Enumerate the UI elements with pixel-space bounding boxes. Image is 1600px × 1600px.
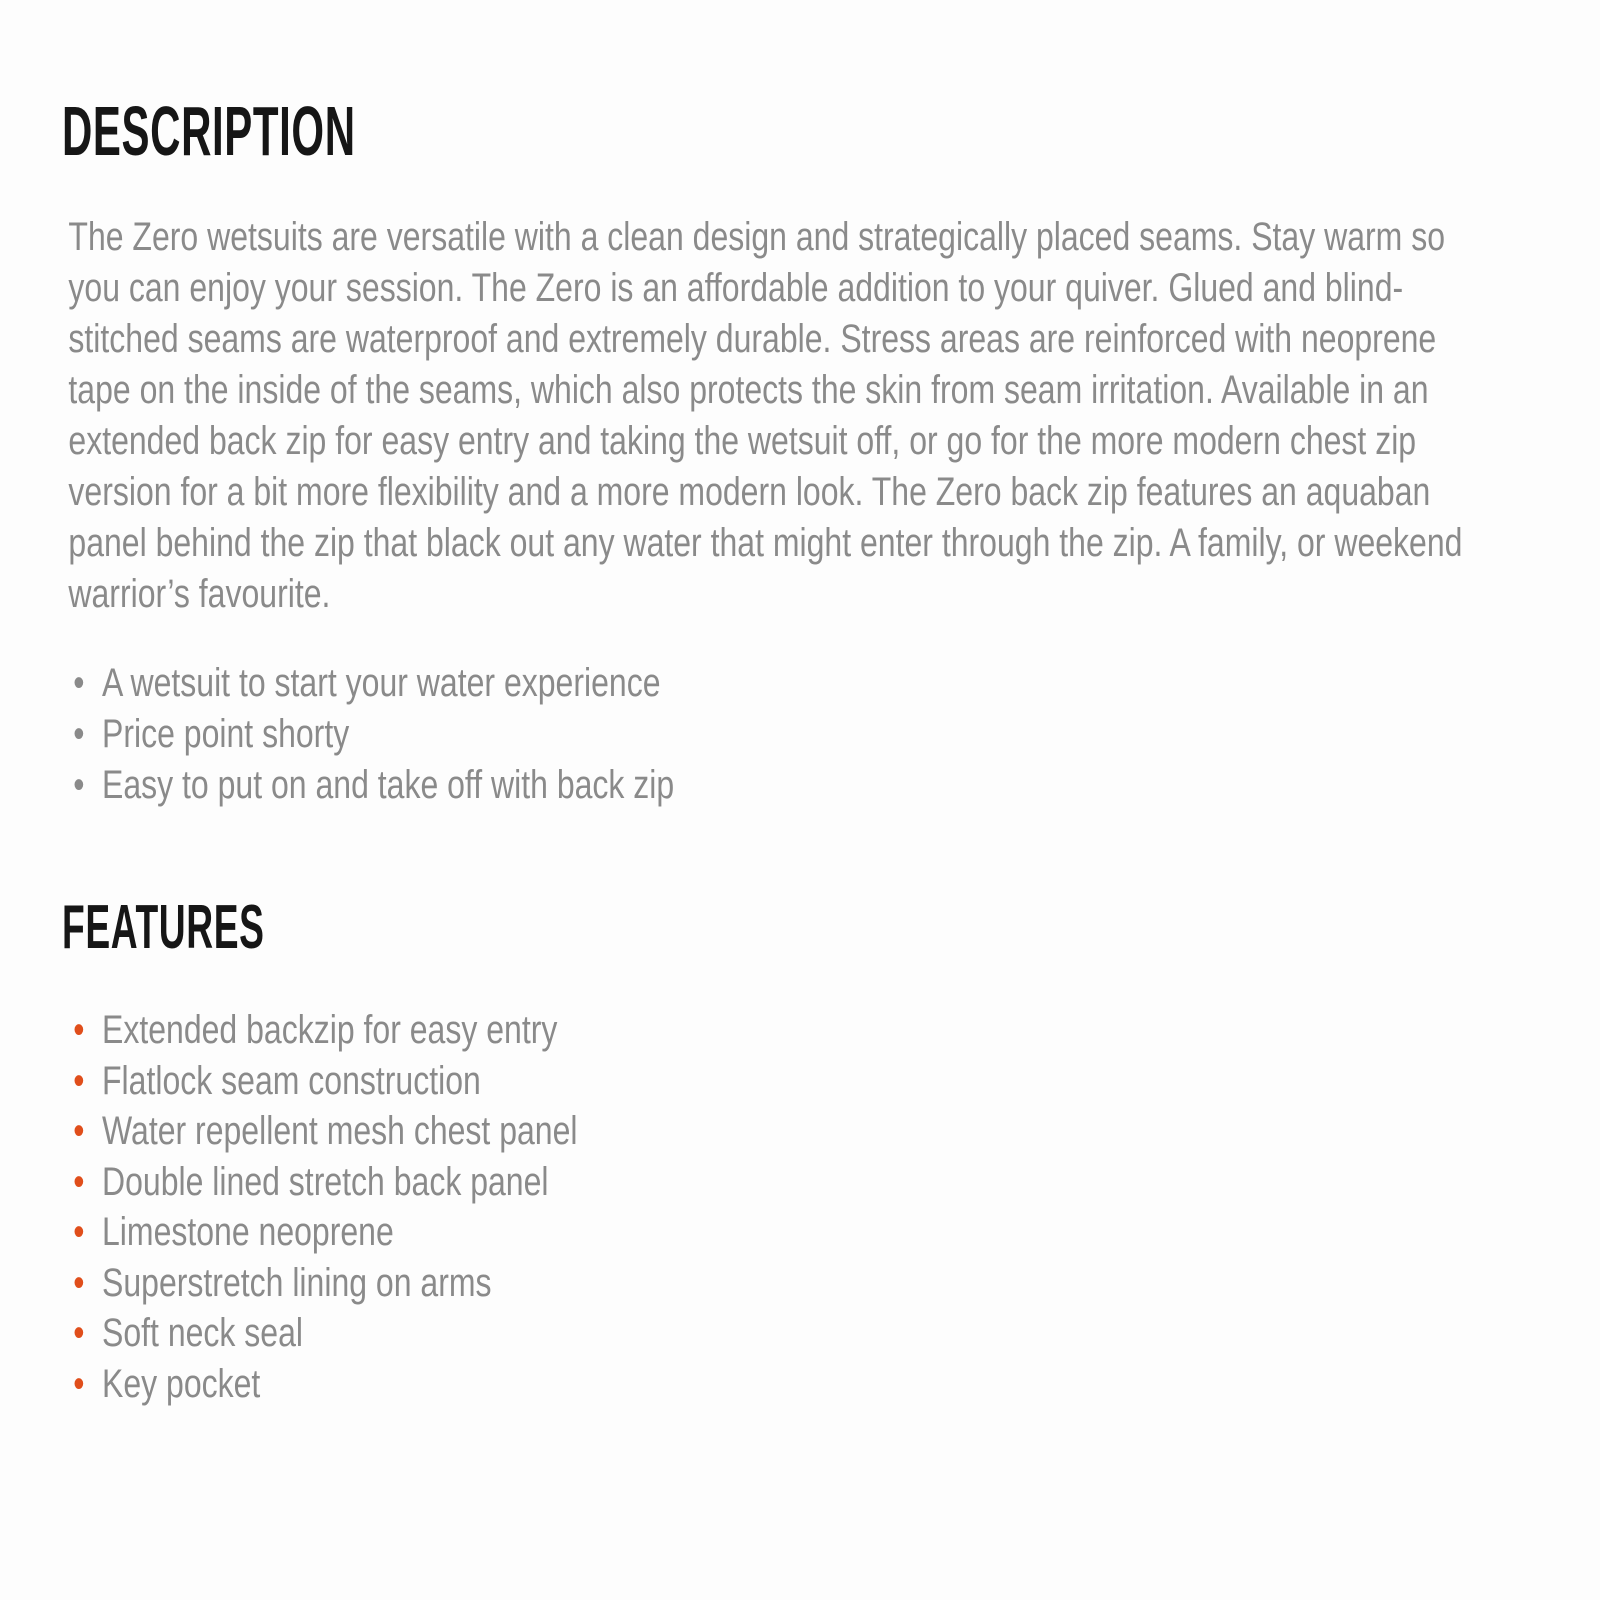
bullet-text: Soft neck seal [102,1311,303,1355]
content-column [62,94,1494,1409]
bullet-icon: • [73,1109,85,1153]
list-item [68,760,1494,811]
list-item [68,1056,1494,1107]
list-item [68,1106,1494,1157]
description-heading: DESCRIPTION [62,92,356,170]
description-paragraph: The Zero wetsuits are versatile with a clean design and strategically placed seams. Stay warm so you can enjoy your session. The Zero is an affordable addition to your quiver. Glued and blind-stitched seams are waterproof and extremely durable. Stress areas are reinforced with neoprene tape on the inside of the seams, which also protects the skin from seam irritation. Available in an extended back zip for easy entry and taking the wetsuit off, or go for the more modern chest zip version for a bit more flexibility and a more modern look. The Zero back zip features an aquaban panel behind the zip that black out any water that might enter through the zip. A family, or weekend warrior’s favourite. [68,215,1463,616]
bullet-icon: • [73,1159,85,1204]
bullet-text: Extended backzip for easy entry [102,1008,558,1052]
bullet-icon: • [73,1260,85,1305]
bullet-icon: • [73,1361,85,1406]
bullet-text: Flatlock seam construction [102,1058,481,1103]
list-item [68,658,1494,709]
list-item [68,709,1494,760]
list-item [68,1005,1494,1056]
bullet-text: A wetsuit to start your water experience [102,661,661,705]
bullet-icon: • [73,1311,85,1355]
list-item [68,1359,1494,1410]
bullet-text: Key pocket [102,1361,261,1406]
bullet-text: Double lined stretch back panel [102,1159,549,1204]
bullet-icon: • [73,1210,85,1254]
bullet-text: Price point shorty [102,712,350,756]
features-heading: FEATURES [62,893,265,962]
features-section [62,895,1494,1409]
bullet-text: Water repellent mesh chest panel [102,1109,578,1153]
list-item [68,1207,1494,1258]
list-item [68,1258,1494,1309]
bullet-icon: • [73,1008,85,1052]
description-section [62,94,1494,811]
list-item [68,1157,1494,1208]
bullet-icon: • [73,763,85,807]
list-item [68,1308,1494,1359]
bullet-text: Superstretch lining on arms [102,1260,492,1305]
bullet-icon: • [73,712,85,756]
bullet-text: Limestone neoprene [102,1210,394,1254]
features-list [68,1005,1494,1409]
description-bullet-list [68,658,1494,811]
bullet-icon: • [73,1058,85,1103]
bullet-text: Easy to put on and take off with back zip [102,763,675,807]
bullet-icon: • [73,661,85,705]
